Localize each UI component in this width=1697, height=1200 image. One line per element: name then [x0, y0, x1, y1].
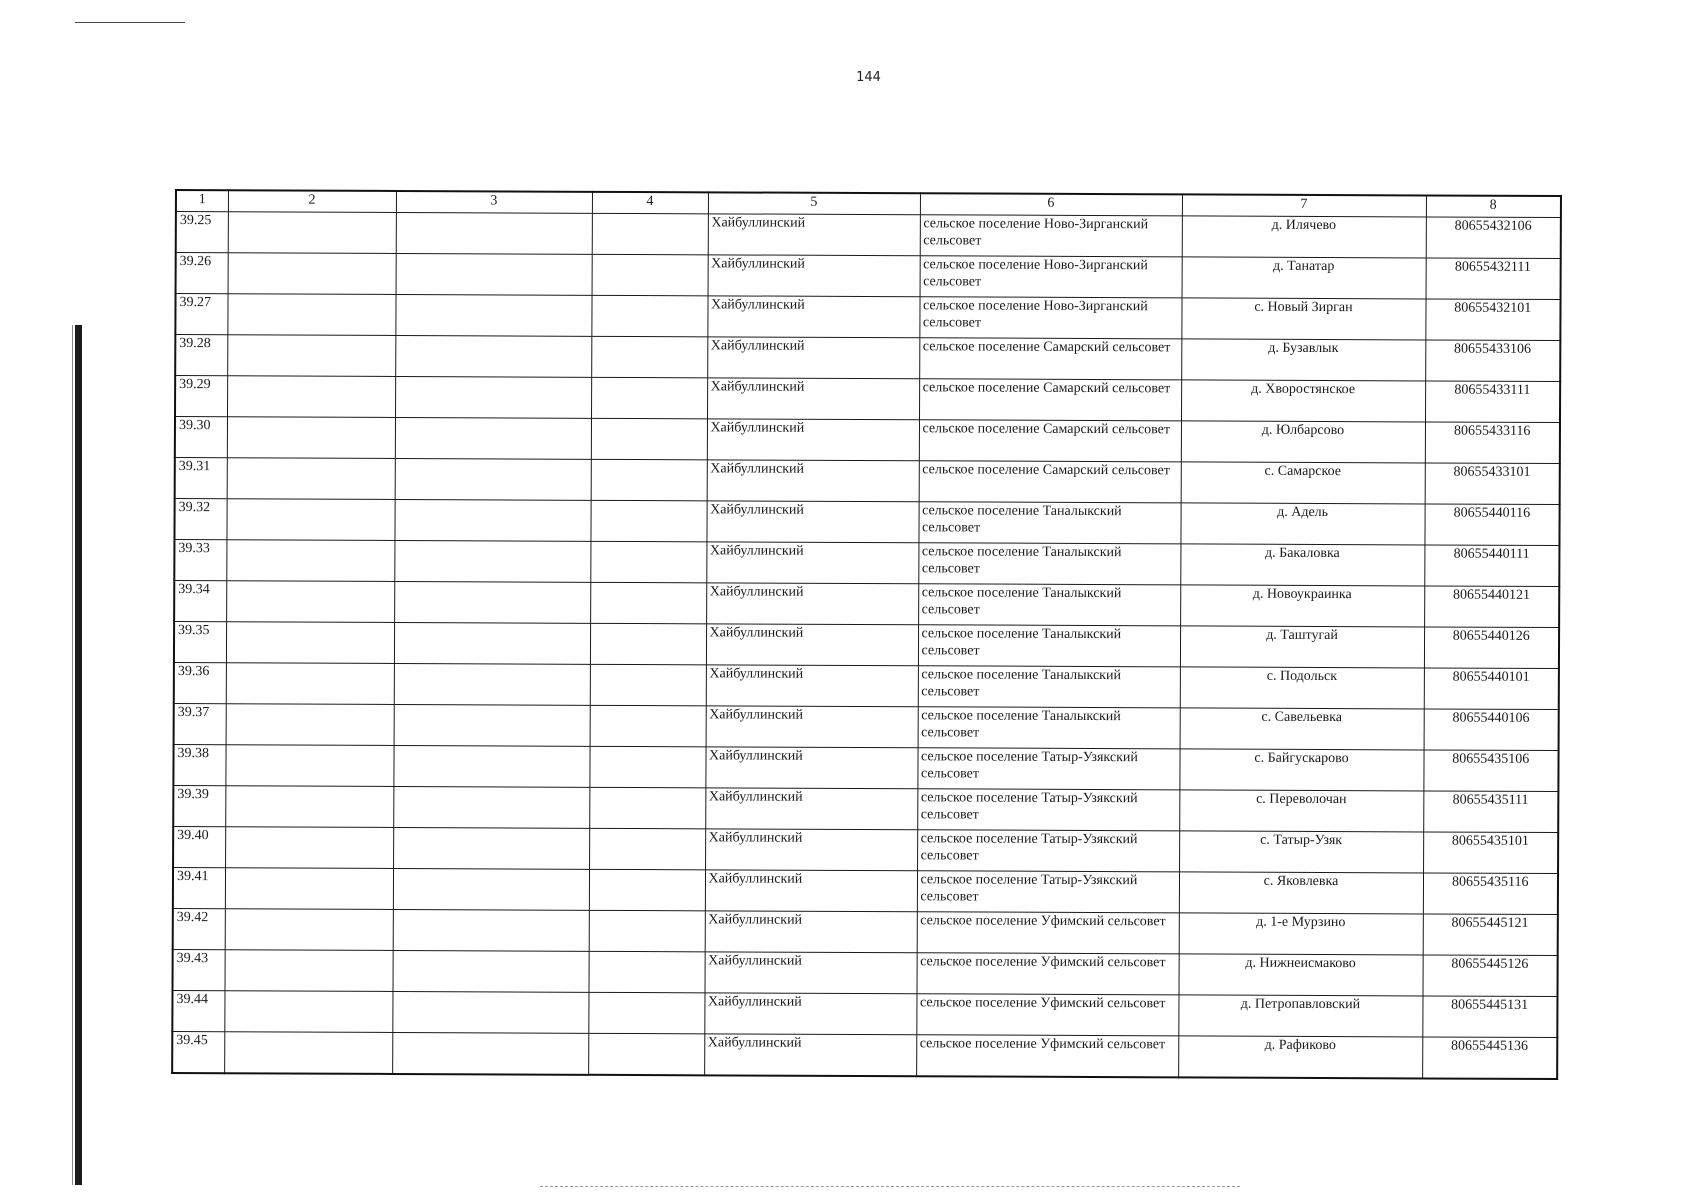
row-number: 39.40: [173, 826, 225, 867]
cell-col-2: [228, 253, 396, 295]
settlement-name: сельское поселение Уфимский сельсовет: [916, 994, 1178, 1036]
oktmo-code: 80655440101: [1424, 668, 1559, 710]
locality-name: с. Самарское: [1181, 462, 1425, 504]
row-number: 39.35: [174, 622, 226, 663]
settlement-name: сельское поселение Таналыкский сельсовет: [918, 502, 1180, 544]
row-number: 39.42: [173, 908, 225, 949]
row-number: 39.26: [176, 253, 228, 294]
cell-col-3: [395, 417, 591, 459]
table-row: [172, 1031, 1557, 1079]
cell-col-4: [590, 500, 706, 542]
row-number: 39.38: [173, 744, 225, 785]
cell-col-4: [589, 828, 705, 870]
district-name: Хайбуллинский: [706, 583, 918, 625]
settlement-name: сельское поселение Татыр-Узякский сельсовет: [917, 789, 1179, 831]
cell-col-3: [395, 335, 591, 377]
settlement-name: сельское поселение Таналыкский сельсовет: [918, 584, 1180, 626]
oktmo-code: 80655440116: [1424, 504, 1559, 546]
cell-col-3: [393, 827, 589, 869]
cell-col-4: [589, 910, 705, 952]
cell-col-4: [588, 951, 704, 993]
cell-col-3: [395, 294, 591, 336]
district-name: Хайбуллинский: [705, 829, 917, 871]
locality-name: с. Переволочан: [1179, 790, 1423, 832]
district-name: Хайбуллинский: [707, 296, 919, 338]
cell-col-4: [589, 746, 705, 788]
row-number: 39.41: [173, 867, 225, 908]
district-name: Хайбуллинский: [704, 952, 916, 994]
cell-col-2: [225, 909, 393, 951]
settlement-name: сельское поселение Самарский сельсовет: [919, 420, 1181, 462]
cell-col-3: [393, 909, 589, 951]
table-row: [173, 867, 1558, 914]
district-name: Хайбуллинский: [707, 460, 919, 502]
settlement-name: сельское поселение Уфимский сельсовет: [916, 953, 1178, 995]
settlement-name: сельское поселение Уфимский сельсовет: [916, 1035, 1178, 1078]
cell-col-3: [393, 745, 589, 787]
column-header: 1: [176, 190, 228, 212]
scan-artifact-bottom-line: [540, 1186, 1240, 1188]
table-row: [175, 335, 1560, 382]
cell-col-2: [227, 335, 395, 377]
column-header: 2: [228, 190, 396, 212]
table-body: [172, 212, 1561, 1080]
cell-col-3: [395, 376, 591, 418]
locality-name: д. Илячево: [1182, 216, 1426, 258]
cell-col-2: [226, 663, 394, 705]
locality-name: с. Савельевка: [1180, 708, 1424, 750]
row-number: 39.25: [176, 212, 228, 253]
locality-name: д. Адель: [1180, 503, 1424, 545]
oktmo-code: 80655435116: [1423, 873, 1558, 915]
row-number: 39.39: [173, 785, 225, 826]
oktmo-code: 80655445131: [1422, 996, 1557, 1038]
column-header: 3: [396, 191, 592, 213]
locality-name: с. Байгускарово: [1179, 749, 1423, 791]
table-row: [175, 376, 1560, 423]
locality-name: д. Бузавлык: [1181, 339, 1425, 381]
oktmo-code: 80655433111: [1425, 381, 1560, 423]
locality-name: д. Новоукраинка: [1180, 585, 1424, 627]
cell-col-4: [589, 869, 705, 911]
oktmo-code: 80655435106: [1423, 750, 1558, 792]
table-row: [175, 458, 1560, 505]
table-row: [174, 622, 1559, 669]
district-name: Хайбуллинский: [708, 255, 920, 297]
cell-col-3: [394, 704, 590, 746]
column-header: 7: [1182, 194, 1426, 217]
cell-col-2: [226, 622, 394, 664]
row-number: 39.29: [175, 376, 227, 417]
cell-col-4: [592, 213, 708, 255]
cell-col-3: [393, 786, 589, 828]
table-row: [172, 990, 1557, 1037]
settlement-name: сельское поселение Ново-Зирганский сельсовет: [920, 215, 1182, 257]
district-name: Хайбуллинский: [706, 542, 918, 584]
cell-col-2: [228, 212, 396, 254]
row-number: 39.34: [174, 581, 226, 622]
cell-col-2: [225, 950, 393, 992]
scan-artifact-left-bar: [75, 325, 82, 1185]
cell-col-2: [224, 1032, 392, 1074]
table-row: [174, 703, 1559, 750]
row-number: 39.37: [174, 703, 226, 744]
cell-col-4: [591, 295, 707, 337]
settlements-table: [171, 189, 1562, 1080]
row-number: 39.28: [175, 335, 227, 376]
oktmo-code: 80655432101: [1425, 299, 1560, 341]
cell-col-4: [591, 418, 707, 460]
district-name: Хайбуллинский: [707, 378, 919, 420]
column-header: 5: [708, 192, 920, 214]
row-number: 39.27: [175, 294, 227, 335]
cell-col-4: [588, 1033, 704, 1075]
table-row: [173, 949, 1558, 996]
district-name: Хайбуллинский: [706, 706, 918, 748]
settlement-name: сельское поселение Таналыкский сельсовет: [918, 666, 1180, 708]
cell-col-2: [226, 581, 394, 623]
cell-col-4: [589, 787, 705, 829]
cell-col-3: [394, 581, 590, 623]
settlement-name: сельское поселение Ново-Зирганский сельсовет: [919, 297, 1181, 339]
table-row: [173, 785, 1558, 832]
table-row: [173, 826, 1558, 873]
row-number: 39.45: [172, 1031, 224, 1073]
row-number: 39.31: [175, 458, 227, 499]
cell-col-3: [393, 868, 589, 910]
settlement-name: сельское поселение Самарский сельсовет: [919, 461, 1181, 503]
table-row: [174, 662, 1559, 709]
oktmo-code: 80655433116: [1425, 422, 1560, 464]
settlement-name: сельское поселение Уфимский сельсовет: [917, 912, 1179, 954]
table-row: [176, 253, 1561, 300]
table-row: [175, 294, 1560, 341]
row-number: 39.33: [174, 540, 226, 581]
district-name: Хайбуллинский: [705, 747, 917, 789]
settlement-name: сельское поселение Таналыкский сельсовет: [918, 707, 1180, 749]
cell-col-3: [396, 253, 592, 295]
cell-col-4: [590, 582, 706, 624]
scan-artifact-top-line: [75, 22, 185, 23]
column-header: 6: [920, 193, 1182, 216]
oktmo-code: 80655432106: [1426, 217, 1561, 259]
cell-col-4: [590, 664, 706, 706]
oktmo-code: 80655445126: [1422, 955, 1557, 997]
cell-col-2: [225, 868, 393, 910]
cell-col-2: [225, 745, 393, 787]
cell-col-2: [226, 704, 394, 746]
district-name: Хайбуллинский: [704, 993, 916, 1035]
settlement-name: сельское поселение Самарский сельсовет: [919, 338, 1181, 380]
oktmo-code: 80655435111: [1423, 791, 1558, 833]
cell-col-2: [226, 499, 394, 541]
oktmo-code: 80655433101: [1425, 463, 1560, 505]
table-row: [174, 581, 1559, 628]
oktmo-code: 80655440121: [1424, 586, 1559, 628]
cell-col-2: [225, 786, 393, 828]
district-name: Хайбуллинский: [705, 911, 917, 953]
settlement-name: сельское поселение Татыр-Узякский сельсовет: [917, 871, 1179, 913]
oktmo-code: 80655445136: [1422, 1037, 1557, 1079]
locality-name: с. Татыр-Узяк: [1179, 831, 1423, 873]
cell-col-3: [394, 663, 590, 705]
locality-name: д. Петропавловский: [1178, 995, 1422, 1037]
row-number: 39.30: [175, 417, 227, 458]
cell-col-2: [227, 458, 395, 500]
cell-col-2: [224, 991, 392, 1033]
oktmo-code: 80655440126: [1424, 627, 1559, 669]
cell-col-4: [591, 459, 707, 501]
locality-name: д. Нижнеисмаково: [1178, 954, 1422, 996]
settlement-name: сельское поселение Таналыкский сельсовет: [918, 625, 1180, 667]
district-name: Хайбуллинский: [707, 419, 919, 461]
locality-name: д. Танатар: [1182, 257, 1426, 299]
district-name: Хайбуллинский: [705, 788, 917, 830]
cell-col-3: [395, 458, 591, 500]
row-number: 39.44: [172, 990, 224, 1031]
oktmo-code: 80655433106: [1425, 340, 1560, 382]
column-header: 4: [592, 192, 708, 214]
page-number: 144: [856, 70, 881, 85]
oktmo-code: 80655432111: [1426, 258, 1561, 300]
cell-col-2: [227, 376, 395, 418]
locality-name: д. Рафиково: [1178, 1036, 1422, 1079]
row-number: 39.36: [174, 662, 226, 703]
cell-col-3: [393, 950, 589, 992]
cell-col-3: [394, 622, 590, 664]
cell-col-3: [392, 1032, 588, 1074]
cell-col-4: [591, 377, 707, 419]
settlement-name: сельское поселение Татыр-Узякский сельсовет: [917, 830, 1179, 872]
column-header: 8: [1426, 195, 1561, 217]
row-number: 39.43: [173, 949, 225, 990]
cell-col-4: [592, 254, 708, 296]
district-name: Хайбуллинский: [705, 870, 917, 912]
cell-col-3: [392, 991, 588, 1033]
locality-name: д. Хворостянское: [1181, 380, 1425, 422]
district-name: Хайбуллинский: [708, 214, 920, 256]
district-name: Хайбуллинский: [706, 665, 918, 707]
cell-col-4: [590, 541, 706, 583]
cell-col-3: [394, 499, 590, 541]
settlement-name: сельское поселение Ново-Зирганский сельсовет: [920, 256, 1182, 298]
district-name: Хайбуллинский: [706, 501, 918, 543]
cell-col-4: [591, 336, 707, 378]
cell-col-2: [227, 417, 395, 459]
oktmo-code: 80655435101: [1423, 832, 1558, 874]
settlement-name: сельское поселение Таналыкский сельсовет: [918, 543, 1180, 585]
cell-col-2: [225, 827, 393, 869]
oktmo-code: 80655445121: [1423, 914, 1558, 956]
table-row: [176, 212, 1561, 259]
row-number: 39.32: [174, 499, 226, 540]
cell-col-4: [590, 623, 706, 665]
locality-name: с. Новый Зирган: [1181, 298, 1425, 340]
cell-col-3: [394, 540, 590, 582]
cell-col-2: [226, 540, 394, 582]
cell-col-4: [590, 705, 706, 747]
settlement-name: сельское поселение Татыр-Узякский сельсовет: [917, 748, 1179, 790]
locality-name: с. Яковлевка: [1179, 872, 1423, 914]
locality-name: с. Подольск: [1180, 667, 1424, 709]
scan-artifact-left-line: [72, 325, 73, 1185]
settlement-name: сельское поселение Самарский сельсовет: [919, 379, 1181, 421]
cell-col-3: [396, 212, 592, 254]
oktmo-code: 80655440111: [1424, 545, 1559, 587]
table-row: [174, 540, 1559, 587]
locality-name: д. Таштугай: [1180, 626, 1424, 668]
locality-name: д. Бакаловка: [1180, 544, 1424, 586]
cell-col-2: [227, 294, 395, 336]
table-row: [175, 417, 1560, 464]
district-name: Хайбуллинский: [706, 624, 918, 666]
oktmo-code: 80655440106: [1424, 709, 1559, 751]
locality-name: д. Юлбарсово: [1181, 421, 1425, 463]
table-row: [173, 908, 1558, 955]
table-row: [174, 499, 1559, 546]
cell-col-4: [588, 992, 704, 1034]
table-row: [173, 744, 1558, 791]
locality-name: д. 1-е Мурзино: [1179, 913, 1423, 955]
district-name: Хайбуллинский: [704, 1034, 916, 1076]
district-name: Хайбуллинский: [707, 337, 919, 379]
